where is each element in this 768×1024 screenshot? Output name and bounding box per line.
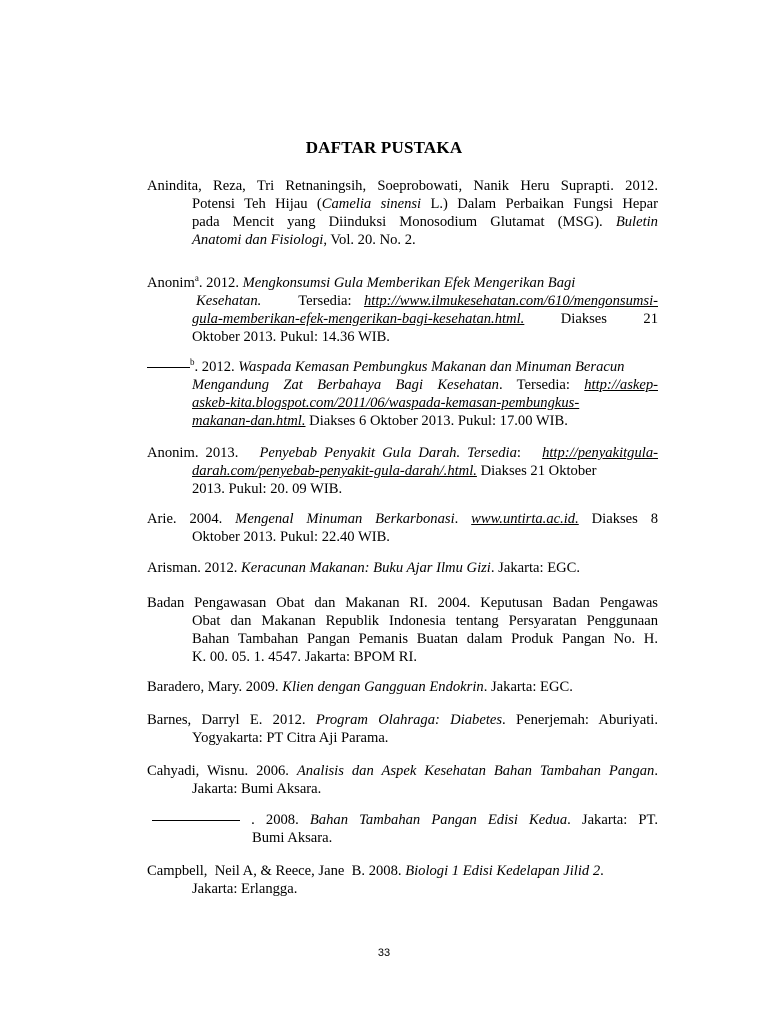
reference-entry-anindita xyxy=(147,177,658,249)
ref-line: Anonim. 2013. Penyebab Penyakit Gula Darah. Tersedia: http://penyakitgula- xyxy=(147,445,658,461)
ref-line: pada Mencit yang Diinduksi Monosodium Glutamat (MSG). Buletin xyxy=(192,214,658,230)
reference-link[interactable]: askeb-kita.blogspot.com/2011/06/waspada-kemasan-pembungkus- xyxy=(192,395,580,411)
reference-entry-baradero xyxy=(147,678,658,696)
reference-link[interactable]: http://penyakitgula- xyxy=(542,445,658,461)
ref-line: Barnes, Darryl E. 2012. Program Olahraga: Diabetes. Penerjemah: Aburiyati. xyxy=(147,712,658,728)
reference-entry-anonim-2013 xyxy=(147,444,658,498)
reference-entry-cahyadi-2008 xyxy=(147,811,658,847)
ref-line: darah.com/penyebab-penyakit-gula-darah/.html. Diakses 21 Oktober xyxy=(192,463,597,479)
ref-line: $^b$. 2012. Waspada Kemasan Pembungkus Makanan dan Minuman Beracun xyxy=(147,358,658,376)
reference-entry-arie xyxy=(147,510,658,546)
ref-line: Bahan Tambahan Pangan Pemanis Buatan dalam Produk Pangan No. H. xyxy=(192,631,658,647)
page-title: DAFTAR PUSTAKA xyxy=(305,138,463,157)
reference-entry-arisman xyxy=(147,559,658,577)
ref-line: . 2008. Bahan Tambahan Pangan Edisi Kedua. Jakarta: PT. xyxy=(147,811,658,829)
reference-entry-cahyadi xyxy=(147,762,658,798)
repeat-author-dash xyxy=(147,367,190,368)
reference-entry-bpom xyxy=(147,594,658,666)
reference-entry-anonim-b xyxy=(147,358,658,430)
ref-line: Potensi Teh Hijau (Camelia sinensi L.) Dalam Perbaikan Fungsi Hepar xyxy=(192,196,658,212)
reference-link[interactable]: http://askep- xyxy=(584,377,658,393)
ref-line: Bumi Aksara. xyxy=(252,830,333,846)
ref-line: Badan Pengawasan Obat dan Makanan RI. 2004. Keputusan Badan Pengawas xyxy=(147,595,658,611)
ref-line xyxy=(147,394,658,412)
reference-link[interactable]: www.untirta.ac.id. xyxy=(471,511,579,527)
ref-line: Arie. 2004. Mengenal Minuman Berkarbonasi. www.untirta.ac.id. Diakses 8 xyxy=(147,511,658,527)
ref-line: Obat dan Makanan Republik Indonesia tentang Persyaratan Penggunaan xyxy=(192,613,658,629)
page-number: 33 xyxy=(377,947,391,959)
reference-link[interactable]: gula-memberikan-efek-mengerikan-bagi-kesehatan.html. xyxy=(192,311,525,327)
ref-line: Anonim$^a$. 2012. Mengkonsumsi Gula Memberikan Efek Mengerikan Bagi xyxy=(147,273,576,291)
ref-line: Oktober 2013. Pukul: 14.36 WIB. xyxy=(192,329,390,345)
ref-line: K. 00. 05. 1. 4547. Jakarta: BPOM RI. xyxy=(192,649,417,665)
reference-link[interactable]: darah.com/penyebab-penyakit-gula-darah/.html. xyxy=(192,463,477,479)
reference-link[interactable]: http://www.ilmukesehatan.com/610/mengonsumsi- xyxy=(363,293,658,309)
reference-entry-barnes xyxy=(147,711,658,747)
ref-line: Cahyadi, Wisnu. 2006. Analisis dan Aspek Kesehatan Bahan Tambahan Pangan. xyxy=(147,763,658,779)
reference-entry-anonim-a xyxy=(147,274,658,346)
ref-line: Mengandung Zat Berbahaya Bagi Kesehatan. Tersedia: http://askep- xyxy=(192,377,658,393)
ref-line: Arisman. 2012. Keracunan Makanan: Buku Ajar Ilmu Gizi. Jakarta: EGC. xyxy=(147,560,581,576)
ref-line: Jakarta: Erlangga. xyxy=(192,881,298,897)
ref-line: Jakarta: Bumi Aksara. xyxy=(192,781,322,797)
ref-line: Oktober 2013. Pukul: 22.40 WIB. xyxy=(192,529,390,545)
ref-line: gula-memberikan-efek-mengerikan-bagi-kesehatan.html. Diakses 21 xyxy=(192,311,658,327)
ref-line: Kesehatan. Tersedia: http://www.ilmukesehatan.com/610/mengonsumsi- xyxy=(196,293,658,309)
ref-line: Anindita, Reza, Tri Retnaningsih, Soeprobowati, Nanik Heru Suprapti. 2012. xyxy=(147,178,658,194)
reference-link[interactable]: makanan-dan.html. xyxy=(192,413,306,429)
reference-entry-campbell xyxy=(147,862,658,898)
ref-line: Baradero, Mary. 2009. Klien dengan Gangguan Endokrin. Jakarta: EGC. xyxy=(147,679,573,695)
ref-line: Yogyakarta: PT Citra Aji Parama. xyxy=(192,730,389,746)
ref-line: makanan-dan.html. Diakses 6 Oktober 2013. Pukul: 17.00 WIB. xyxy=(192,413,568,429)
ref-line: Anatomi dan Fisiologi, Vol. 20. No. 2. xyxy=(192,232,416,248)
repeat-author-dash xyxy=(152,820,240,821)
ref-line: Campbell, Neil A, & Reece, Jane B. 2008. Biologi 1 Edisi Kedelapan Jilid 2. xyxy=(147,863,604,879)
ref-line: 2013. Pukul: 20. 09 WIB. xyxy=(192,481,343,497)
